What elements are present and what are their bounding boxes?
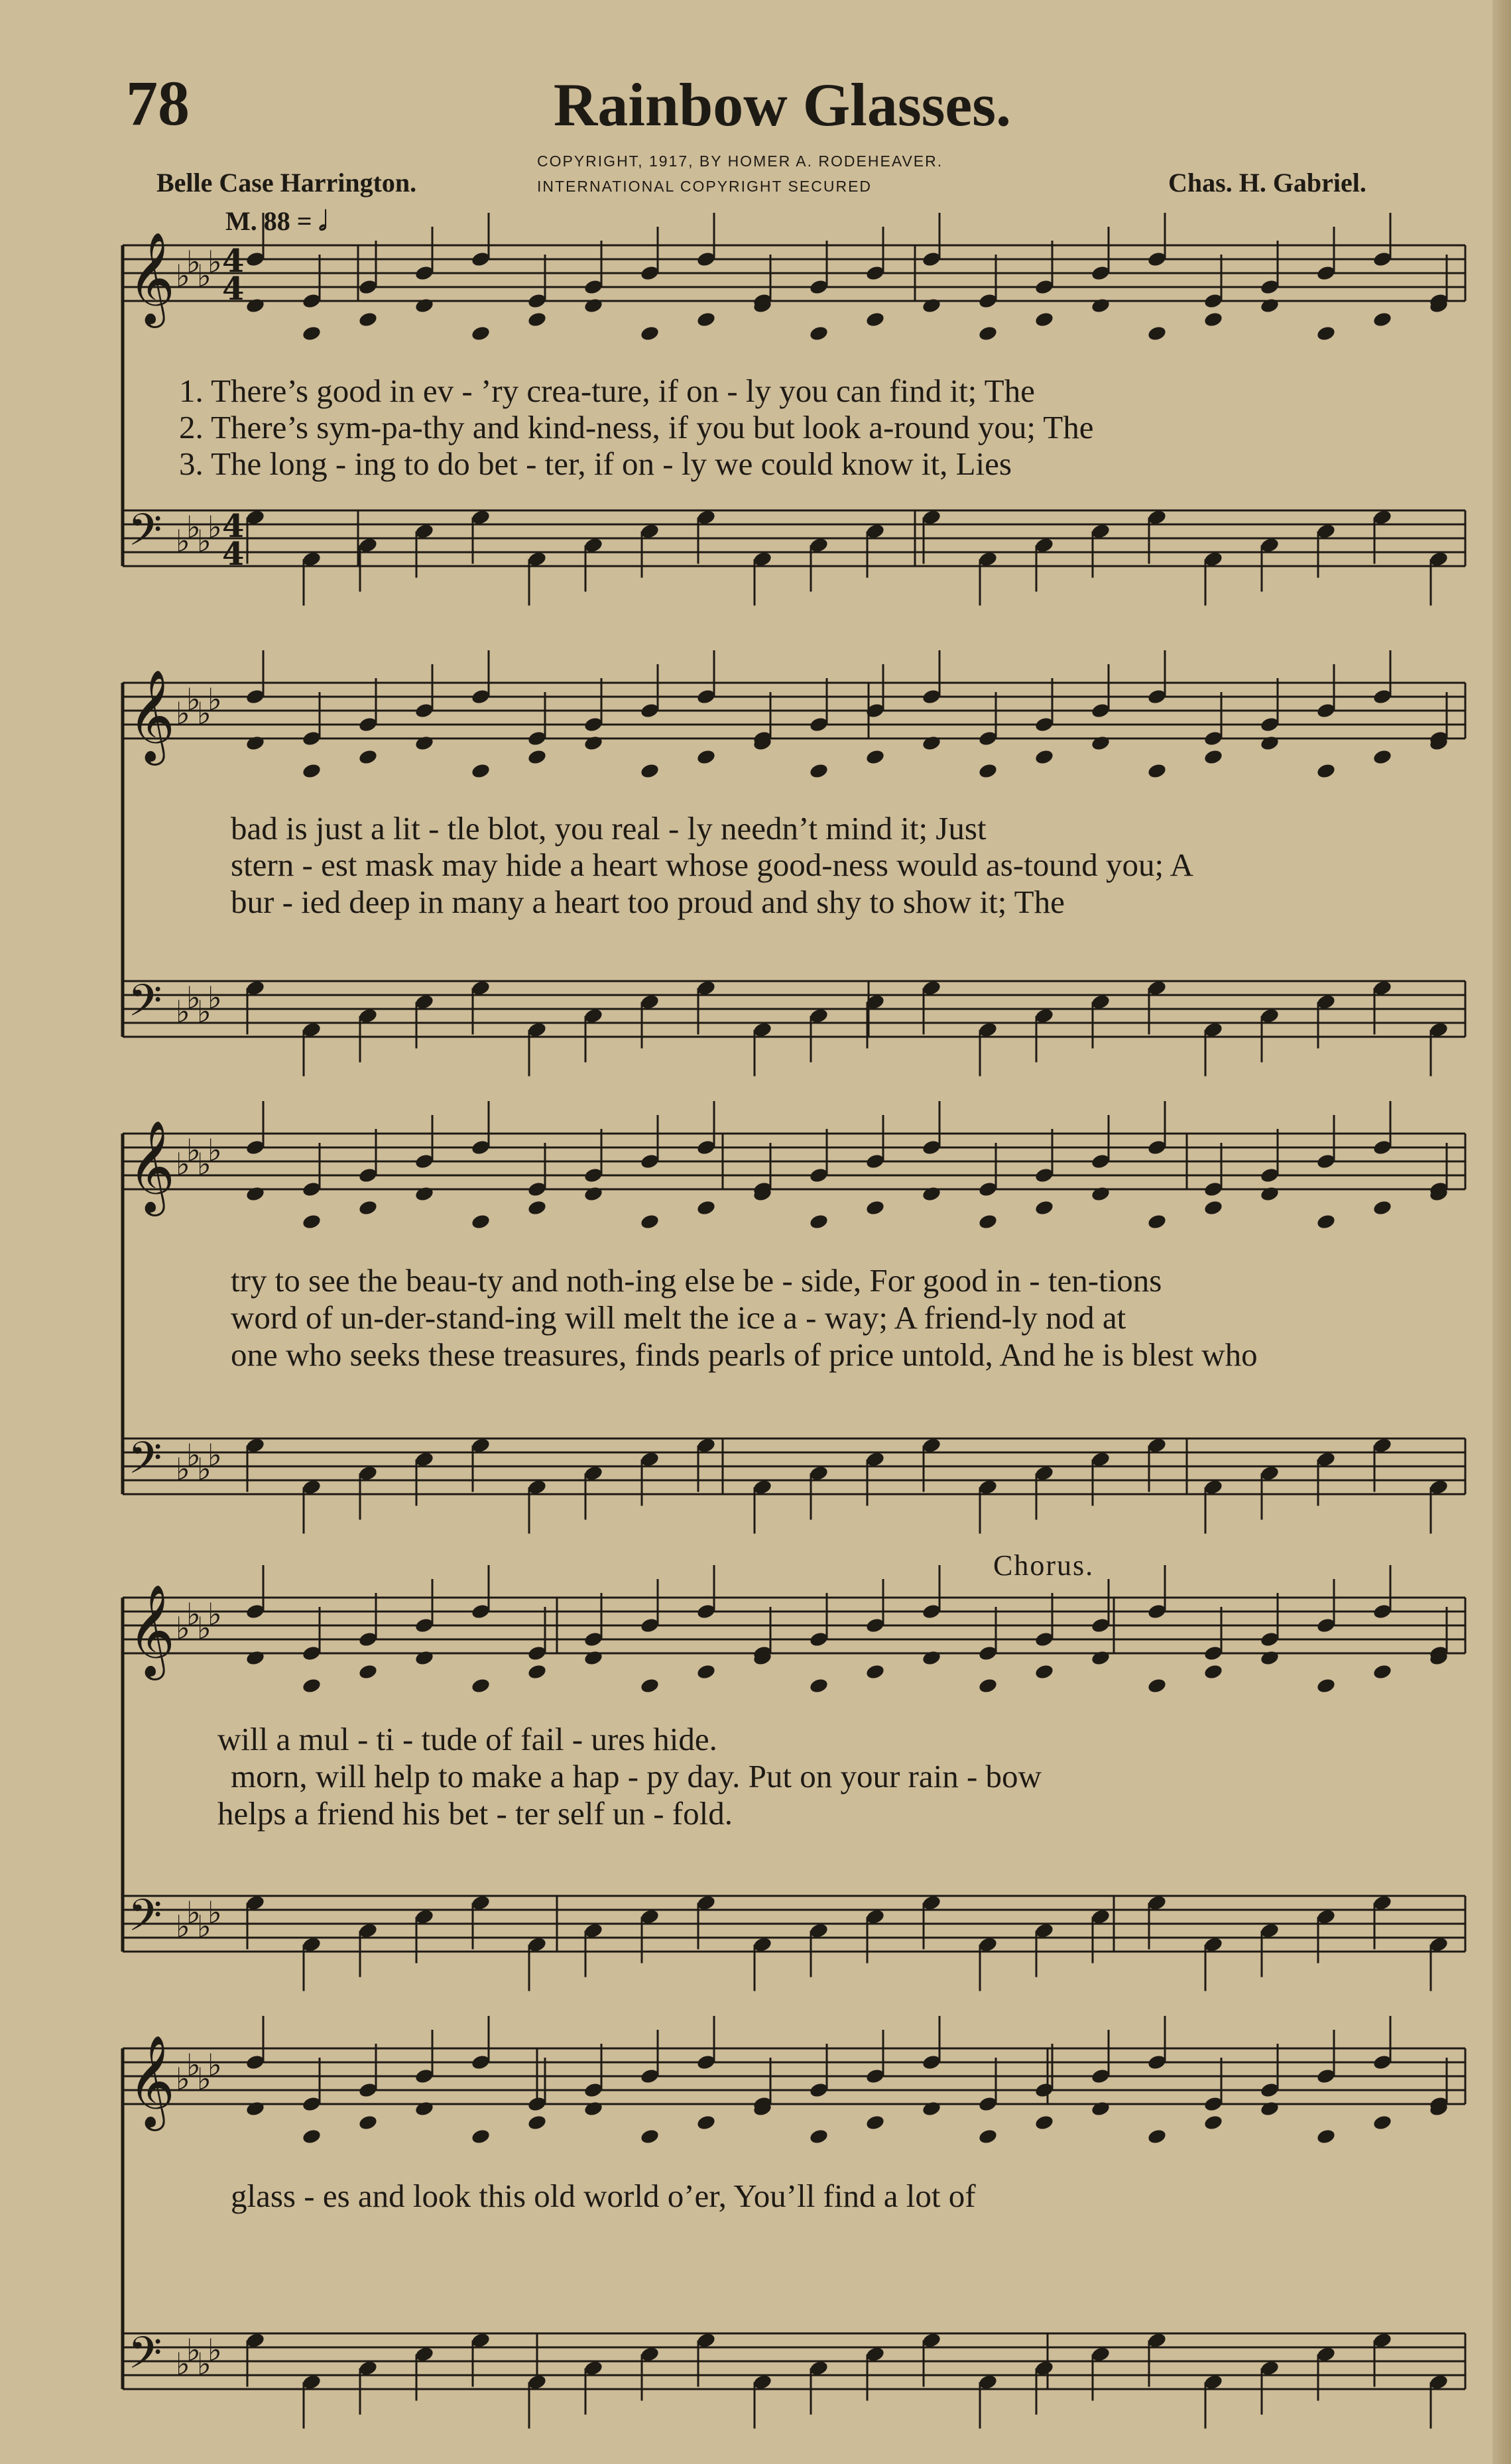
note-head	[358, 1663, 379, 1680]
note-head	[1372, 748, 1393, 766]
note-head	[1203, 1663, 1224, 1680]
note-head	[1372, 311, 1393, 328]
bass-clef-icon: 𝄢	[128, 1890, 162, 1952]
lyricist-credit: Belle Case Harrington.	[156, 168, 417, 198]
flat-icon: ♭	[208, 244, 222, 280]
lyric-text: will a mul - ti - tude of fail - ures hide.	[217, 1721, 717, 1757]
lyric-line	[0, 810, 1511, 847]
note-head	[1147, 325, 1168, 342]
lyric-text: stern - est mask may hide a heart whose good-ness would as-tound you; A	[231, 847, 1194, 883]
note-head	[358, 1199, 379, 1216]
lyric-text: morn, will help to make a hap - py day. Put on your rain - bow	[231, 1758, 1042, 1794]
lyric-text: 3. The long - ing to do bet - ter, if on - ly we could know it, Lies	[179, 445, 1012, 482]
flat-icon: ♭	[197, 2061, 212, 2097]
note-head	[696, 748, 717, 766]
note-head	[1034, 2114, 1055, 2131]
time-signature: 4	[222, 243, 245, 280]
treble-clef-icon: 𝄞	[128, 1584, 175, 1676]
treble-clef-icon: 𝄞	[128, 670, 175, 762]
lyric-line	[0, 847, 1511, 884]
hymn-title: Rainbow Glasses.	[553, 71, 1012, 139]
note-head	[414, 297, 435, 314]
flat-icon: ♭	[197, 258, 212, 294]
lyric-line	[0, 884, 1511, 921]
lyric-line	[0, 1336, 1511, 1374]
bass-clef-icon: 𝄢	[128, 975, 162, 1037]
note-head	[809, 1677, 829, 1694]
flat-icon: ♭	[197, 695, 212, 731]
note-head	[1091, 734, 1111, 752]
lyric-line	[0, 1795, 1511, 1832]
flat-icon: ♭	[176, 1908, 190, 1944]
note-head	[640, 325, 660, 342]
time-signature: 4	[222, 508, 245, 545]
note-head	[245, 1185, 266, 1203]
note-head	[978, 325, 998, 342]
note-head	[1034, 311, 1055, 328]
flat-icon: ♭	[186, 509, 201, 545]
note-head	[414, 1185, 435, 1203]
treble-clef-icon: 𝄞	[128, 232, 175, 324]
note-head	[696, 311, 717, 328]
treble-clef-icon: 𝄞	[128, 1120, 175, 1212]
note-head	[1091, 1185, 1111, 1203]
lyric-line	[0, 1721, 1511, 1758]
lyric-text: bad is just a lit - tle blot, you real - ly needn’t mind it; Just	[231, 810, 987, 847]
flat-icon: ♭	[186, 244, 201, 280]
flat-icon: ♭	[186, 1437, 201, 1473]
note-head	[358, 748, 379, 766]
note-head	[1372, 2114, 1393, 2131]
note-head	[302, 325, 322, 342]
note-head	[1316, 1213, 1337, 1230]
note-head	[865, 1663, 886, 1680]
flat-icon: ♭	[197, 1908, 212, 1944]
note-head	[922, 1185, 942, 1203]
flat-icon: ♭	[176, 695, 190, 731]
lyric-line	[0, 1262, 1511, 1299]
note-head	[583, 1649, 604, 1667]
note-head	[1034, 748, 1055, 766]
flat-icon: ♭	[186, 1895, 201, 1930]
lyric-line	[0, 2178, 1511, 2215]
flat-icon: ♭	[208, 1596, 222, 1632]
note-head	[527, 748, 548, 766]
note-head	[640, 1213, 660, 1230]
lyric-text: bur - ied deep in many a heart too proud and shy to show it; The	[231, 884, 1065, 920]
flat-icon: ♭	[208, 1437, 222, 1473]
note-head	[1147, 2128, 1168, 2145]
note-head	[809, 1213, 829, 1230]
note-head	[1147, 1213, 1168, 1230]
note-head	[1147, 1677, 1168, 1694]
note-head	[583, 2100, 604, 2117]
flat-icon: ♭	[176, 1146, 190, 1182]
flat-icon: ♭	[208, 509, 222, 545]
note-head	[696, 1199, 717, 1216]
note-head	[302, 762, 322, 780]
note-head	[865, 748, 886, 766]
note-head	[1147, 762, 1168, 780]
bass-clef-icon: 𝄢	[128, 1433, 162, 1494]
note-head	[978, 762, 998, 780]
flat-icon: ♭	[197, 1610, 212, 1646]
note-head	[1260, 734, 1280, 752]
flat-icon: ♭	[176, 258, 190, 294]
note-head	[1034, 1199, 1055, 1216]
note-head	[865, 1199, 886, 1216]
note-head	[583, 297, 604, 314]
flat-icon: ♭	[186, 980, 201, 1016]
note-head	[1091, 297, 1111, 314]
lyric-line	[0, 1299, 1511, 1336]
note-head	[640, 2128, 660, 2145]
note-head	[471, 1213, 491, 1230]
note-head	[583, 734, 604, 752]
chorus-label: Chorus.	[993, 1549, 1095, 1582]
note-head	[1316, 2128, 1337, 2145]
lyric-line	[0, 1758, 1511, 1795]
note-head	[471, 325, 491, 342]
note-head	[640, 1677, 660, 1694]
lyric-line	[0, 409, 1511, 446]
flat-icon: ♭	[197, 2346, 212, 2382]
note-head	[978, 1677, 998, 1694]
note-head	[809, 325, 829, 342]
lyric-line	[0, 445, 1511, 483]
lyric-line	[0, 373, 1511, 410]
note-head	[471, 1677, 491, 1694]
flat-icon: ♭	[186, 1596, 201, 1632]
note-head	[302, 2128, 322, 2145]
note-head	[1203, 748, 1224, 766]
note-head	[245, 1649, 266, 1667]
flat-icon: ♭	[186, 2047, 201, 2083]
note-head	[922, 1649, 942, 1667]
lyric-text: try to see the beau-ty and noth-ing else be - side, For good in - ten-tions	[231, 1262, 1162, 1299]
time-signature: 4	[222, 270, 245, 308]
note-head	[414, 2100, 435, 2117]
flat-icon: ♭	[208, 1895, 222, 1930]
flat-icon: ♭	[197, 523, 212, 559]
flat-icon: ♭	[197, 994, 212, 1029]
treble-clef-icon: 𝄞	[128, 2035, 175, 2127]
copyright-line-1: COPYRIGHT, 1917, BY HOMER A. RODEHEAVER.	[537, 152, 943, 170]
note-head	[527, 1663, 548, 1680]
note-head	[358, 311, 379, 328]
bass-clef-icon: 𝄢	[128, 2327, 162, 2389]
lyric-text: glass - es and look this old world o’er, You’ll find a lot of	[231, 2178, 976, 2214]
note-head	[922, 734, 942, 752]
flat-icon: ♭	[208, 1132, 222, 1168]
note-head	[1203, 1199, 1224, 1216]
flat-icon: ♭	[208, 681, 222, 717]
note-head	[1316, 1677, 1337, 1694]
note-head	[1260, 1185, 1280, 1203]
note-head	[1372, 1199, 1393, 1216]
note-head	[302, 1213, 322, 1230]
flat-icon: ♭	[176, 994, 190, 1029]
note-head	[245, 734, 266, 752]
tempo-marking: M. 88 = 𝅗𝅥	[225, 206, 328, 236]
note-head	[414, 734, 435, 752]
note-head	[1316, 762, 1337, 780]
bass-clef-icon: 𝄢	[128, 504, 162, 566]
note-head	[527, 2114, 548, 2131]
note-head	[809, 2128, 829, 2145]
note-head	[1372, 1663, 1393, 1680]
lyric-text: helps a friend his bet - ter self un - fold.	[217, 1795, 733, 1832]
flat-icon: ♭	[197, 1451, 212, 1487]
flat-icon: ♭	[176, 1610, 190, 1646]
note-head	[245, 2100, 266, 2117]
note-head	[1203, 2114, 1224, 2131]
note-head	[1203, 311, 1224, 328]
note-head	[978, 2128, 998, 2145]
flat-icon: ♭	[197, 1146, 212, 1182]
note-head	[471, 2128, 491, 2145]
note-head	[696, 1663, 717, 1680]
note-head	[809, 762, 829, 780]
flat-icon: ♭	[186, 2332, 201, 2368]
composer-credit: Chas. H. Gabriel.	[1168, 168, 1366, 198]
flat-icon: ♭	[208, 2047, 222, 2083]
note-head	[1316, 325, 1337, 342]
lyric-text: 2. There’s sym-pa-thy and kind-ness, if you but look a-round you; The	[179, 409, 1094, 445]
copyright-line-2: INTERNATIONAL COPYRIGHT SECURED	[537, 178, 873, 195]
flat-icon: ♭	[186, 681, 201, 717]
flat-icon: ♭	[186, 1132, 201, 1168]
note-head	[922, 2100, 942, 2117]
note-head	[865, 311, 886, 328]
note-head	[978, 1213, 998, 1230]
note-head	[358, 2114, 379, 2131]
note-head	[1260, 2100, 1280, 2117]
note-head	[414, 1649, 435, 1667]
note-head	[640, 762, 660, 780]
note-head	[865, 2114, 886, 2131]
flat-icon: ♭	[176, 1451, 190, 1487]
note-head	[1260, 1649, 1280, 1667]
flat-icon: ♭	[176, 523, 190, 559]
note-head	[1091, 1649, 1111, 1667]
note-head	[527, 1199, 548, 1216]
note-head	[471, 762, 491, 780]
time-signature: 4	[222, 536, 245, 573]
flat-icon: ♭	[176, 2061, 190, 2097]
flat-icon: ♭	[208, 2332, 222, 2368]
lyric-text: 1. There’s good in ev - ’ry crea-ture, if on - ly you can find it; The	[179, 373, 1035, 409]
lyric-text: one who seeks these treasures, finds pearls of price untold, And he is blest who	[231, 1336, 1258, 1373]
lyric-text: word of un-der-stand-ing will melt the ice a - way; A friend-ly nod at	[231, 1299, 1126, 1336]
page-number: 78	[126, 68, 190, 139]
note-head	[1091, 2100, 1111, 2117]
note-head	[1260, 297, 1280, 314]
note-head	[302, 1677, 322, 1694]
note-head	[922, 297, 942, 314]
flat-icon: ♭	[176, 2346, 190, 2382]
note-head	[583, 1185, 604, 1203]
flat-icon: ♭	[208, 980, 222, 1016]
note-head	[245, 297, 266, 314]
note-head	[1034, 1663, 1055, 1680]
note-head	[527, 311, 548, 328]
note-head	[696, 2114, 717, 2131]
